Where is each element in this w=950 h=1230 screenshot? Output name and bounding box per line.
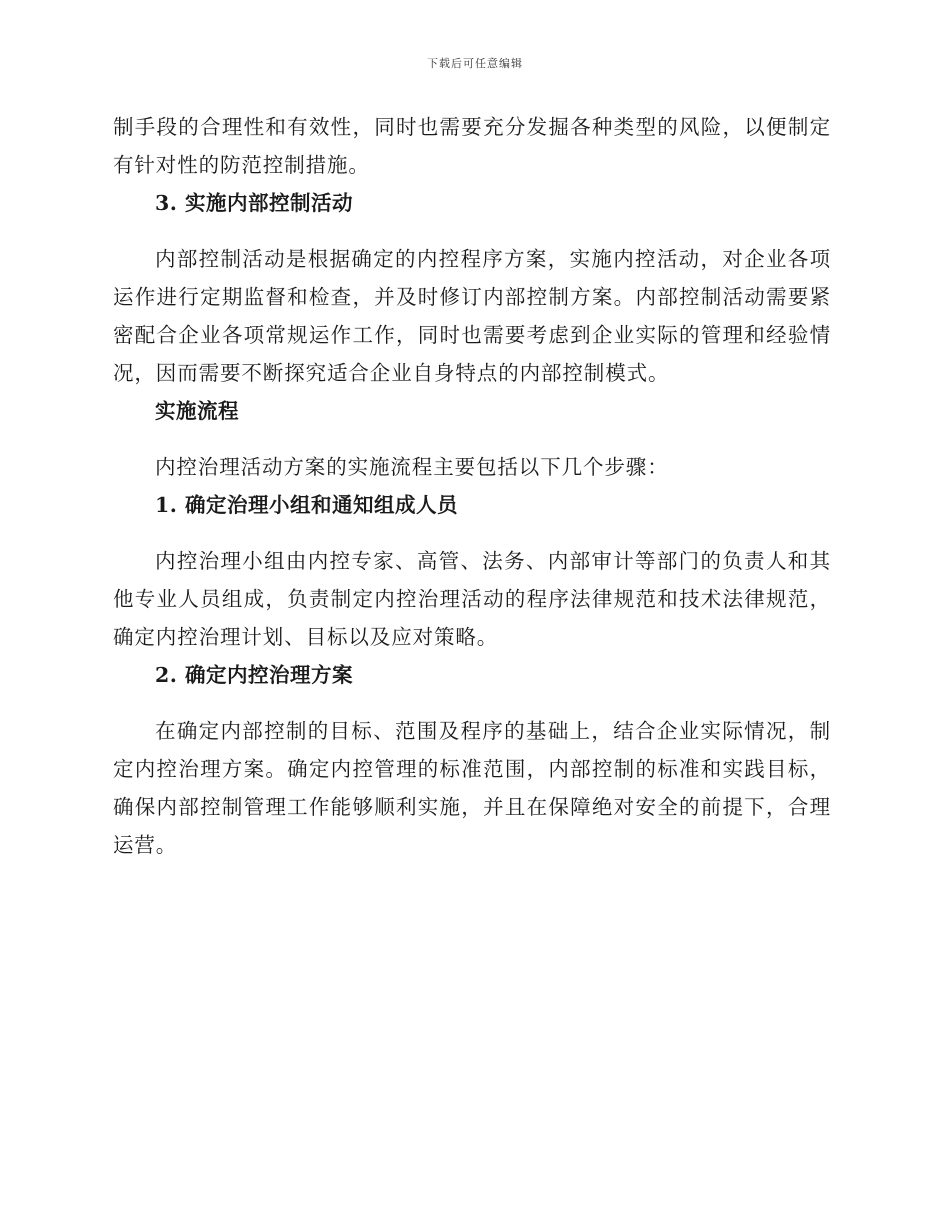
heading-step-2: 2. 确定内控治理方案: [155, 663, 354, 687]
header-note: 下载后可任意编辑: [427, 57, 523, 70]
heading-implementation-process: 实施流程: [155, 399, 239, 423]
heading-step-1: 1. 确定治理小组和通知组成人员: [155, 493, 459, 517]
paragraph-control-activities: 内部控制活动是根据确定的内控程序方案，实施内控活动，对企业各项运作进行定期监督和检查，并及时修订内部控制方案。内部控制活动需要紧密配合企业各项常规运作工作，同时也需要考虑到企业实际的管理和经验情况，因而需要不断探究适合企业自身特点的内部控制模式。: [113, 247, 831, 385]
paragraph-step-1: 内控治理小组由内控专家、高管、法务、内部审计等部门的负责人和其他专业人员组成，负责制定内控治理活动的程序法律规范和技术法律规范，确定内控治理计划、目标以及应对策略。: [113, 549, 831, 649]
document-body: [113, 108, 831, 864]
paragraph-intro: 制手段的合理性和有效性，同时也需要充分发掘各种类型的风险，以便制定有针对性的防范控制措施。: [113, 115, 831, 177]
heading-implement-control-activities: 3. 实施内部控制活动: [155, 191, 354, 215]
paragraph-step-2: 在确定内部控制的目标、范围及程序的基础上，结合企业实际情况，制定内控治理方案。确定内控管理的标准范围，内部控制的标准和实践目标，确保内部控制管理工作能够顺利实施，并且在保障绝对安全的前提下，合理运营。: [113, 719, 831, 857]
paragraph-process-intro: 内控治理活动方案的实施流程主要包括以下几个步骤：: [155, 455, 669, 479]
